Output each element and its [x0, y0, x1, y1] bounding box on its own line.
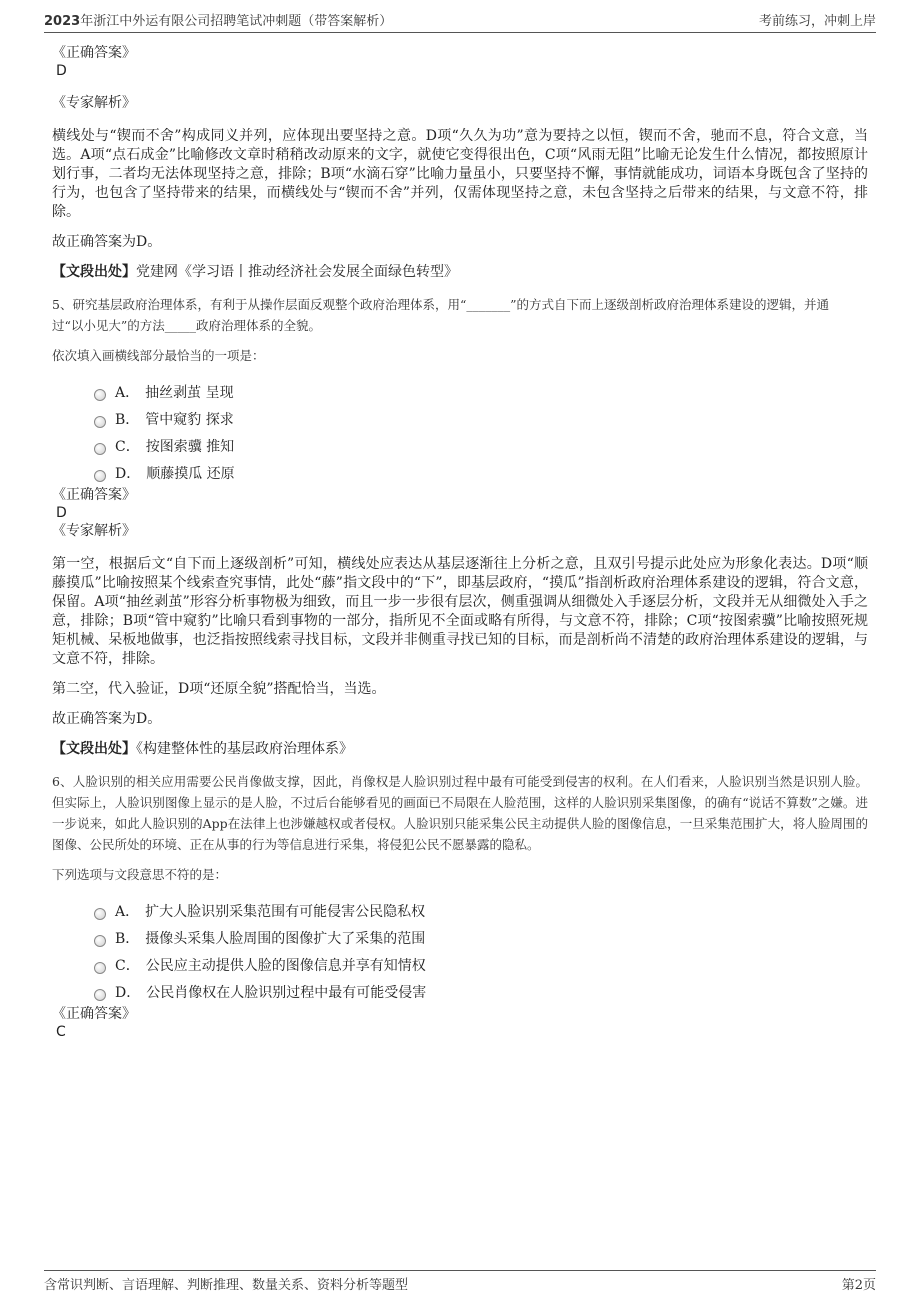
radio-icon[interactable]	[94, 962, 106, 974]
option-letter: B．	[115, 411, 140, 428]
option-text: 摄像头采集人脸周围的图像扩大了采集的范围	[145, 930, 426, 947]
option-letter: B．	[115, 930, 140, 947]
q5-option-d[interactable]	[94, 459, 868, 486]
q4-source-text: 党建网《学习语丨推动经济社会发展全面绿色转型》	[136, 264, 458, 280]
option-letter: C．	[115, 957, 140, 974]
document-title	[44, 10, 392, 29]
q6-option-b[interactable]	[94, 924, 868, 951]
q6-correct-label: 《正确答案》	[52, 1006, 136, 1022]
q5-options	[94, 378, 868, 486]
footer-categories: 含常识判断、言语理解、判断推理、数量关系、资料分析等题型	[44, 1278, 409, 1293]
q5-conclusion: 故正确答案为D。	[52, 711, 162, 727]
q4-analysis: 横线处与“锲而不舍”构成同义并列，应体现出要坚持之意。D项“久久为功”意为要持之以恒，锲而不舍，驰而不息，符合文意，当选。A项“点石成金”比喻修改文章时稍稍改动原来的文字，就使它变得很出色，C项“风雨无阻”比喻无论发生什么情况，都按照原计划行事，二者均无法体现坚持之意，排除；B项“水滴石穿”比喻力量虽小，只要坚持不懈，事情就能成功，词语本身既包含了坚持的行为，也包含了坚持带来的结果，而横线处与“锲而不舍”并列，仅需体现坚持之意，未包含坚持之后带来的结果，与文意不符，排除。	[52, 128, 868, 220]
q4-source	[52, 263, 868, 281]
q4-correct-answer: D	[56, 63, 67, 79]
option-text: 公民肖像权在人脸识别过程中最有可能受侵害	[146, 984, 427, 1001]
option-text: 按图索骥 推知	[145, 438, 235, 455]
option-text: 公民应主动提供人脸的图像信息并享有知情权	[145, 957, 426, 974]
q5-correct-label: 《正确答案》	[52, 487, 136, 503]
option-letter: D．	[115, 984, 141, 1001]
q5-analysis-2: 第二空，代入验证，D项“还原全貌”搭配恰当，当选。	[52, 681, 386, 697]
page-footer	[44, 1270, 876, 1293]
radio-icon[interactable]	[94, 389, 106, 401]
q6-options	[94, 897, 868, 1005]
q5-stem-line1: 5、研究基层政府治理体系，有利于从操作层面反观整个政府治理体系，用“_______”的方式自下而上逐级剖析政府治理体系建设的逻辑，并通	[52, 297, 829, 312]
option-letter: D．	[115, 465, 141, 482]
q4-correct-label: 《正确答案》	[52, 45, 136, 61]
q4-analysis-label: 《专家解析》	[52, 95, 136, 111]
q6-option-c[interactable]	[94, 951, 868, 978]
option-text: 顺藤摸瓜 还原	[146, 465, 235, 482]
radio-icon[interactable]	[94, 908, 106, 920]
header-slogan: 考前练习，冲刺上岸	[758, 14, 876, 29]
q4-conclusion: 故正确答案为D。	[52, 234, 162, 250]
q5-analysis-label: 《专家解析》	[52, 523, 136, 539]
page-number: 第2页	[841, 1278, 876, 1293]
page-content	[52, 44, 868, 1041]
option-text: 抽丝剥茧 呈现	[145, 384, 234, 401]
option-text: 扩大人脸识别采集范围有可能侵害公民隐私权	[145, 903, 426, 920]
title-text: 年浙江中外运有限公司招聘笔试冲刺题（带答案解析）	[80, 14, 393, 29]
radio-icon[interactable]	[94, 470, 106, 482]
radio-icon[interactable]	[94, 416, 106, 428]
q5-stem-line2: 过“以小见大”的方法_____政府治理体系的全貌。	[52, 318, 322, 333]
option-letter: A．	[115, 903, 140, 920]
radio-icon[interactable]	[94, 935, 106, 947]
q6-option-a[interactable]	[94, 897, 868, 924]
q5-option-b[interactable]	[94, 405, 868, 432]
page-header	[44, 10, 876, 33]
option-text: 管中窥豹 探求	[145, 411, 234, 428]
q5-option-c[interactable]	[94, 432, 868, 459]
q6-correct-answer: C	[56, 1024, 66, 1040]
q5-correct-answer: D	[56, 505, 67, 521]
q5-prompt: 依次填入画横线部分最恰当的一项是：	[52, 348, 265, 363]
radio-icon[interactable]	[94, 989, 106, 1001]
q5-source	[52, 740, 868, 758]
q5-option-a[interactable]	[94, 378, 868, 405]
option-letter: C．	[115, 438, 140, 455]
option-letter: A．	[115, 384, 140, 401]
q6-prompt: 下列选项与文段意思不符的是：	[52, 867, 228, 882]
q6-option-d[interactable]	[94, 978, 868, 1005]
title-year: 2023	[44, 14, 81, 29]
q5-analysis-1: 第一空，根据后文“自下而上逐级剖析”可知，横线处应表达从基层逐渐往上分析之意，且双引号提示此处应为形象化表达。D项“顺藤摸瓜”比喻按照某个线索查究事情，此处“藤”指文段中的“下”，即基层政府，“摸瓜”指剖析政府治理体系建设的逻辑，符合文意，保留。A项“抽丝剥茧”形容分析事物极为细致，而且一步一步很有层次，侧重强调从细微处入手逐层分析，文段并无从细微处入手之意，排除；B项“管中窥豹”比喻只看到事物的一部分，指所见不全面或略有所得，与文意不符，排除；C项“按图索骥”比喻按照死规矩机械、呆板地做事，也泛指按照线索寻找目标，文段并非侧重寻找已知的目标，而是剖析尚不清楚的政府治理体系建设的逻辑，与文意不符，排除。	[52, 556, 868, 667]
radio-icon[interactable]	[94, 443, 106, 455]
q5-source-text: 《构建整体性的基层政府治理体系》	[136, 741, 353, 757]
q4-source-label: 【文段出处】	[52, 264, 136, 280]
q5-source-label: 【文段出处】	[52, 741, 136, 757]
q6-stem: 6、人脸识别的相关应用需要公民肖像做支撑，因此，肖像权是人脸识别过程中最有可能受到侵害的权利。在人们看来，人脸识别当然是识别人脸。但实际上，人脸识别图像上显示的是人脸，不过后台能够看见的画面已不局限在人脸范围，这样的人脸识别采集图像，的确有“说话不算数”之嫌。进一步说来，如此人脸识别的App在法律上也涉嫌越权或者侵权。人脸识别只能采集公民主动提供人脸的图像信息，一旦采集范围扩大，将人脸周围的图像、公民所处的环境、正在从事的行为等信息进行采集，将侵犯公民不愿暴露的隐私。	[52, 774, 868, 852]
